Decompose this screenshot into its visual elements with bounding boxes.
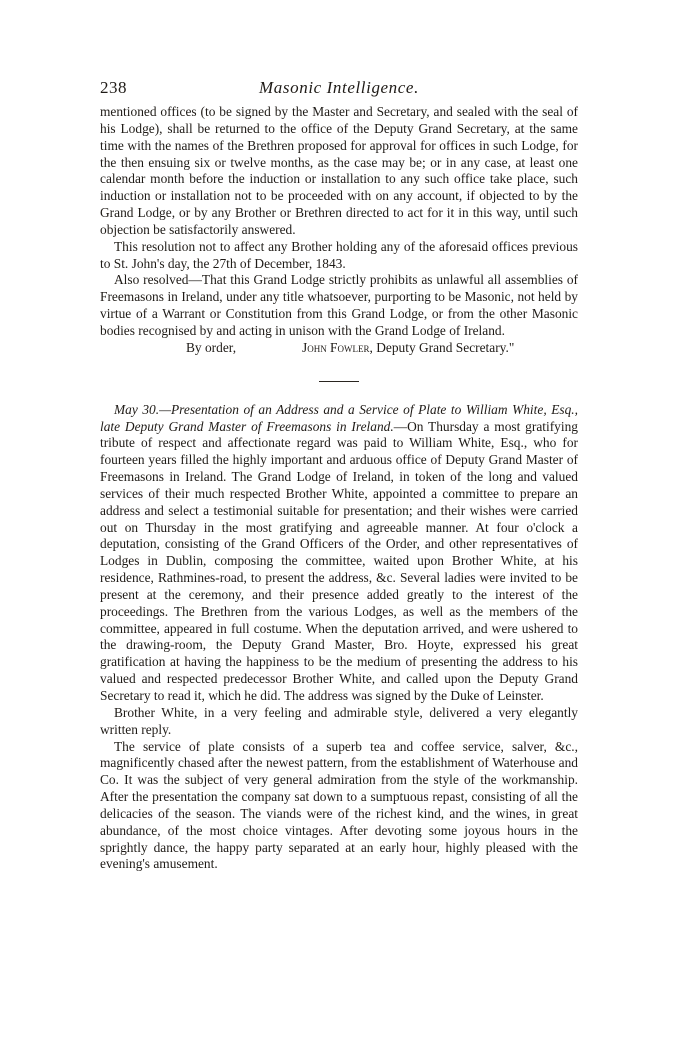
page-body [100, 104, 578, 873]
running-title: Masonic Intelligence. [259, 78, 419, 97]
signoff-title: Deputy Grand Secretary." [376, 339, 515, 355]
article-heading: May 30.—Presentation of an Address and a Service of Plate to William White, Esq., late Deputy Grand Master of Freemasons in Ireland. [100, 401, 578, 434]
article-paragraph-plate: The service of plate consists of a superb tea and coffee service, salver, &c., magnificently chased after the newest pattern, from the establishment of Waterhouse and Co. It was the subject of very general admiration from the style of the workmanship. After the presentation the company sat down to a sumptuous repast, consisting of all the delicacies of the season. The viands were of the richest kind, and the wines, in great abundance, of the most choice vintages. After devoting some joyous hours in the sprightly dance, the happy party separated at an early hour, highly pleased with the evening's amusement. [100, 738, 578, 872]
resolution-paragraph-continued: mentioned offices (to be signed by the Master and Secretary, and sealed with the seal of his Lodge), shall be returned to the office of the Deputy Grand Secretary, at the same time with the names of the Brethren proposed for approval for offices in such Lodge, for the then ensuing six or twelve months, as the case may be; or in any case, at least one calendar month before the induction or installation to any such office take place, such induction or installation not to be proceeded with on any account, if objected to by the Grand Lodge, or by any Brother or Brethren directed to act for it in this way, until such objection be satisfactorily answered. [100, 104, 578, 237]
article-paragraph-reply: Brother White, in a very feeling and admirable style, delivered a very elegantly written reply. [100, 704, 578, 737]
resolution-paragraph-exemption: This resolution not to affect any Brother holding any of the aforesaid offices previous to St. John's day, the 27th of December, 1843. [100, 238, 578, 271]
signoff [100, 340, 578, 357]
article-paragraph-opening [100, 402, 578, 705]
page-number: 238 [100, 78, 127, 97]
section-divider [319, 381, 359, 382]
page-header [100, 78, 578, 102]
article-opening-text: —On Thursday a most gratifying tribute of respect and affectionate regard was paid to William White, Esq., who for fourteen years filled the highly important and arduous office of Deputy Grand Master of Freemasons in Ireland. The Grand Lodge of Ireland, in token of the long and valued services of their much respected Brother White, appointed a committee to prepare an address and select a testimonial suitable for presentation; and their wishes were carried out on Thursday in the most gratifying and agreeable manner. At four o'clock a deputation, consisting of the Grand Officers of the Order, and other representatives of Lodges in Dublin, composing the committee, waited upon Brother White, at his residence, Rathmines-road, to present the address, &c. Several ladies were invited to be present at the ceremony, and their presence added greatly to the interest of the proceedings. The Brethren from the various Lodges, as well as the members of the committee, appeared in full costume. When the deputation arrived, and were ushered to the drawing-room, the Deputy Grand Master, Bro. Hoyte, expressed his great gratification at having the happiness to be the medium of presenting the address to his valued and respected predecessor Brother White, and called upon the Deputy Grand Secretary to read it, which he did. The address was signed by the Duke of Leinster. [100, 418, 578, 703]
signoff-name: John Fowler, [302, 339, 373, 355]
signoff-by-order: By order, [186, 339, 237, 355]
resolution-paragraph-prohibition: Also resolved—That this Grand Lodge strictly prohibits as unlawful all assemblies of Freemasons in Ireland, under any title whatsoever, purporting to be Masonic, not held by virtue of a Warrant or Constitution from this Grand Lodge, or from the other Masonic bodies recognised by and acting in unison with the Grand Lodge of Ireland. [100, 272, 578, 338]
